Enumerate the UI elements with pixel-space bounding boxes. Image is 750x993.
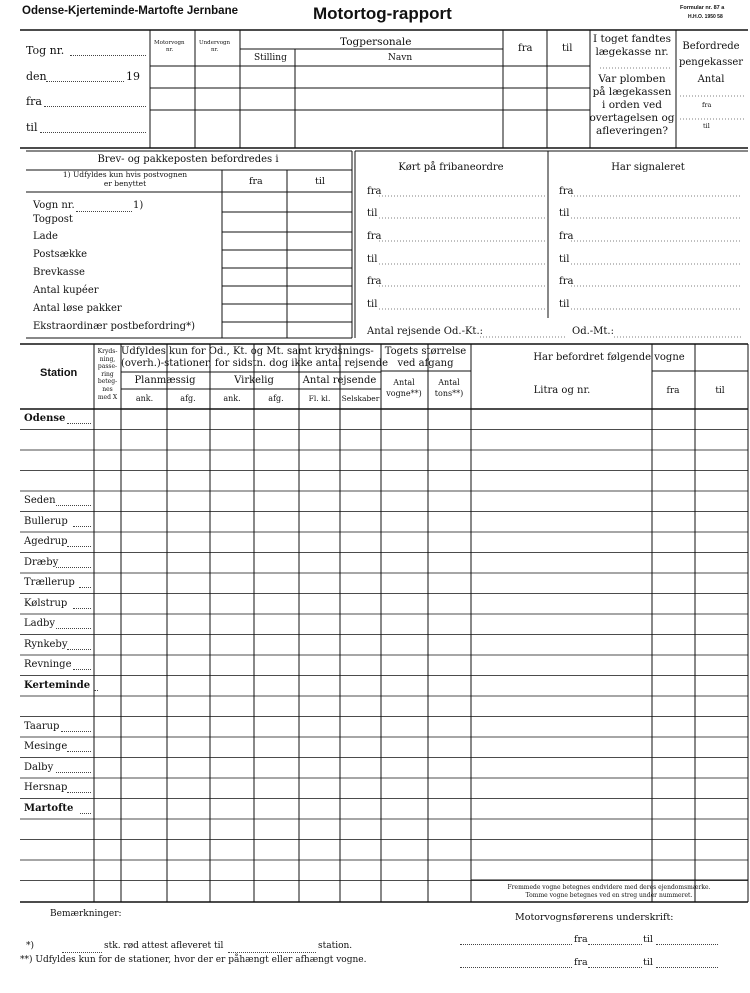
signal-til-label: til <box>559 254 570 265</box>
station-name: Hersnap <box>24 782 68 793</box>
railway-name: Odense-Kjerteminde-Martofte Jernbane <box>22 5 238 17</box>
top-from-header: fra <box>518 43 533 54</box>
fribane-fra-label: fra <box>367 186 382 197</box>
selskaber-header: Selskaber <box>341 394 380 403</box>
vogn-nr-label: Vogn nr. <box>33 200 75 211</box>
footnote-1-text: stk. rød attest afleveret til <box>104 941 224 951</box>
station-name: Martofte <box>24 802 74 814</box>
to-label: til <box>26 121 38 134</box>
plomb-line-2: på lægekassen <box>592 86 672 98</box>
antal-tons-header-1: Antal <box>438 378 460 387</box>
footnote-1-station: station. <box>318 941 353 951</box>
footnote-1-mark: *) <box>26 941 35 951</box>
signature-from-field-2[interactable] <box>588 967 642 968</box>
print-reference: H.H.O. 1950 58 <box>688 14 723 20</box>
year-label: 19 <box>126 70 140 83</box>
from-field[interactable] <box>44 106 146 107</box>
station-name: Dræby <box>24 556 59 568</box>
station-leader <box>56 772 92 773</box>
laegekasse-line-1: I toget fandtes <box>593 33 671 45</box>
motorvogn-nr-header: nr. <box>166 47 174 53</box>
fl-kl-header: Fl. kl. <box>308 394 331 403</box>
signal-til-label: til <box>559 299 570 310</box>
post-note-2: er benyttet <box>103 179 147 188</box>
signal-fra-label: fra <box>559 276 574 287</box>
station-leader <box>61 731 91 732</box>
antal-rejsende-od-mt: Od.-Mt.: <box>572 326 614 337</box>
krydsning-header-line: nes <box>102 386 113 393</box>
top-to-header: til <box>562 43 573 54</box>
krydsning-header-line: beteg- <box>97 378 118 386</box>
signal-title: Har signaleret <box>611 162 685 173</box>
station-name: Trællerup <box>24 577 75 588</box>
station-leader <box>94 690 98 691</box>
antal-vogne-header-2: vogne**) <box>386 389 422 398</box>
signature-field-2[interactable] <box>460 967 572 968</box>
wagon-footnote-2: Tomme vogne betegnes ved en streg under nummeret. <box>525 892 693 899</box>
plomb-line-1: Var plomben <box>598 73 666 85</box>
antal-vogne-header-1: Antal <box>393 378 415 387</box>
form-number: Formular nr. 87 a <box>680 5 725 11</box>
fribane-til-label: til <box>367 208 378 219</box>
to-field[interactable] <box>40 132 146 133</box>
signature-to-field-2[interactable] <box>656 967 718 968</box>
fribane-til-label: til <box>367 299 378 310</box>
pengekasser-line-3: Antal <box>697 74 725 85</box>
signature-from-2: fra <box>574 957 588 968</box>
pengekasser-line-2: pengekasser <box>678 57 744 68</box>
station-leader <box>73 669 91 670</box>
stilling-header: Stilling <box>254 53 287 63</box>
tog-nr-field[interactable] <box>70 55 146 56</box>
fribane-title: Kørt på fribaneordre <box>398 162 504 173</box>
post-note-1: 1) Udfyldes kun hvis postvognen <box>62 170 188 179</box>
post-item-label: Brevkasse <box>33 267 85 278</box>
udfyldes-line-2: (overh.)-stationer, for sidstn. dog ikke antal rejsende <box>121 358 389 369</box>
krydsning-header-line: ring <box>101 370 114 378</box>
post-item-label: Postsække <box>33 249 88 260</box>
signature-to-1: til <box>643 934 653 945</box>
vogn-nr-field[interactable] <box>76 211 132 212</box>
litra-header: Litra og nr. <box>533 385 591 396</box>
remarks-label: Bemærkninger: <box>50 909 122 919</box>
undervogn-nr-header: nr. <box>211 47 219 53</box>
fribane-til-label: til <box>367 254 378 265</box>
plan-afg-header: afg. <box>180 394 196 403</box>
post-title: Brev- og pakkeposten befordredes i <box>97 154 279 165</box>
fribane-fra-label: fra <box>367 231 382 242</box>
pengekasser-from: fra <box>702 101 712 109</box>
station-name: Rynkeby <box>24 638 68 650</box>
wagon-from-header: fra <box>666 386 680 396</box>
red-certificate-station-field[interactable] <box>228 952 316 953</box>
station-leader <box>67 423 91 424</box>
plomb-line-4: overtagelsen og <box>589 112 675 124</box>
station-leader <box>67 792 91 793</box>
signature-field-1[interactable] <box>460 944 572 945</box>
form-title: Motortog-rapport <box>313 4 452 23</box>
station-leader <box>73 608 91 609</box>
post-item-label: Antal løse pakker <box>33 303 122 314</box>
undervogn-header: Undervogn <box>199 40 231 46</box>
station-leader <box>56 505 92 506</box>
station-leader <box>56 628 92 629</box>
virkelig-header: Virkelig <box>234 375 274 386</box>
signature-label: Motorvognsførerens underskrift: <box>515 912 674 923</box>
antal-rejsende-header: Antal rejsende <box>302 375 377 386</box>
station-leader <box>67 546 91 547</box>
wagon-to-header: til <box>715 386 725 396</box>
har-befordret-header: Har befordret følgende vogne <box>533 352 685 363</box>
date-field[interactable] <box>46 81 124 82</box>
footnote-2: **) Udfyldes kun for de stationer, hvor der er påhængt eller afhængt vogne. <box>20 955 367 965</box>
krydsning-header-line: ning, <box>99 355 116 363</box>
plan-ank-header: ank. <box>135 394 154 403</box>
fribane-fra-label: fra <box>367 276 382 287</box>
post-item-label: Antal kupéer <box>33 285 99 296</box>
laegekasse-line-2: lægekasse nr. <box>595 46 669 58</box>
station-leader <box>56 567 92 568</box>
station-name: Mesinge <box>24 741 68 752</box>
krydsning-header-line: med X <box>97 393 118 401</box>
togpersonale-header: Togpersonale <box>340 36 412 48</box>
wagon-footnote-1: Fremmede vogne betegnes endvidere med deres ejendomsmærke. <box>507 884 711 891</box>
date-label: den <box>26 70 47 83</box>
signal-fra-label: fra <box>559 231 574 242</box>
station-leader <box>67 649 91 650</box>
signal-til-label: til <box>559 208 570 219</box>
plomb-line-3: i orden ved <box>602 99 662 111</box>
signature-to-2: til <box>643 957 653 968</box>
motorvogn-header: Motorvogn <box>154 40 185 46</box>
antal-rejsende-od-kt: Antal rejsende Od.-Kt.: <box>367 326 484 337</box>
udfyldes-line-1: Udfyldes kun for Od., Kt. og Mt. samt krydsnings- <box>121 346 374 357</box>
station-leader <box>80 813 91 814</box>
navn-header: Navn <box>388 53 413 63</box>
station-name: Seden <box>24 495 56 506</box>
tog-nr-label: Tog nr. <box>26 44 65 57</box>
krydsning-header-line: passe- <box>97 363 118 371</box>
post-item-label: Togpost <box>33 214 73 225</box>
antal-tons-header-2: tons**) <box>434 389 464 398</box>
virk-ank-header: ank. <box>223 394 241 403</box>
station-name: Ladby <box>24 618 56 629</box>
planmaessig-header: Planmæssig <box>134 375 196 386</box>
krydsning-header-line: Kryds- <box>97 348 118 355</box>
virk-afg-header: afg. <box>268 394 284 403</box>
pengekasser-to: til <box>703 122 710 130</box>
signature-to-field-1[interactable] <box>656 944 718 945</box>
red-certificate-count-field[interactable] <box>62 952 102 953</box>
post-item-label: Lade <box>33 231 58 242</box>
post-item-label: Ekstraordinær postbefordring*) <box>33 321 195 332</box>
station-name: Taarup <box>24 720 60 732</box>
station-name: Agedrup <box>24 536 68 547</box>
signature-from-field-1[interactable] <box>588 944 642 945</box>
station-name: Kølstrup <box>24 597 68 609</box>
pengekasser-line-1: Befordrede <box>682 41 740 52</box>
station-header: Station <box>40 367 78 379</box>
station-name: Odense <box>24 413 66 424</box>
station-name: Bullerup <box>24 515 68 527</box>
station-name: Revninge <box>24 659 72 670</box>
station-leader <box>67 751 91 752</box>
vogn-nr-footnote: 1) <box>133 200 144 211</box>
plomb-line-5: afleveringen? <box>595 125 669 137</box>
station-leader <box>79 587 91 588</box>
station-leader <box>73 526 91 527</box>
togets-header-2: ved afgang <box>397 358 454 369</box>
signature-from-1: fra <box>574 934 588 945</box>
post-from-header: fra <box>249 176 263 187</box>
togets-header-1: Togets størrelse <box>384 346 467 357</box>
from-label: fra <box>26 95 42 108</box>
signal-fra-label: fra <box>559 186 574 197</box>
station-name: Kerteminde <box>24 679 91 691</box>
station-name: Dalby <box>24 761 54 773</box>
post-to-header: til <box>315 176 325 187</box>
